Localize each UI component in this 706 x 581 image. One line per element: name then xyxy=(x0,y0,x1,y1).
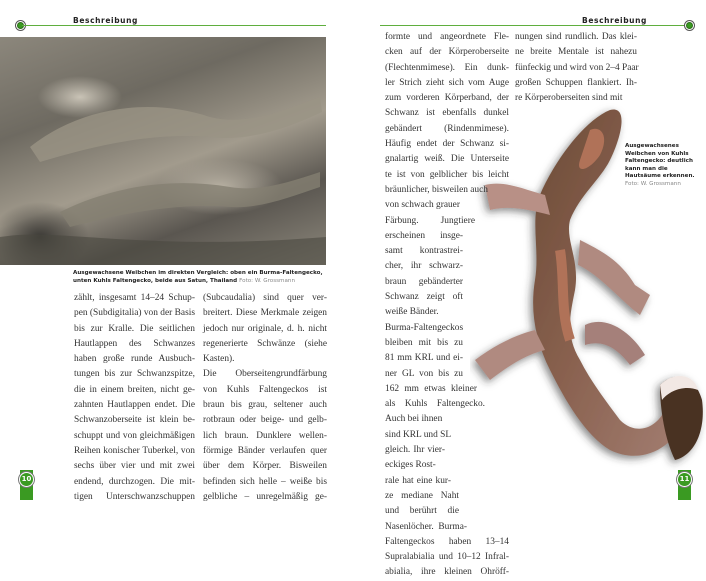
text-line: weiße Bänder. xyxy=(385,307,439,318)
text-line: endend, durchzogen. Die mit- xyxy=(74,476,195,487)
text-line: rotbraun oder beige- und gelb- xyxy=(203,415,327,426)
text-line: (Subcaudalia) sind quer ver- xyxy=(203,293,327,303)
page-number: 11 xyxy=(677,472,692,487)
text-line: Kasten). xyxy=(203,354,235,365)
text-line: te ist von gelblicher bis leicht xyxy=(385,169,509,180)
text-line: 162 mm etwas kleiner xyxy=(385,383,477,394)
left-text-column-2 xyxy=(203,291,327,505)
text-line: erscheinen insge- xyxy=(385,230,463,241)
caption-text: Ausgewachsenes Weibchen von Kuhls Faltengecko: deutlich kann man die Hautsäume erkennen. xyxy=(625,143,695,180)
text-line: fünfeckig und wird von 2–4 Paar xyxy=(515,62,639,73)
header-rule xyxy=(22,25,326,26)
text-line: zum vorderen Körperband, der xyxy=(385,93,509,104)
text-line: tigen Unterschwanzschuppen xyxy=(74,491,195,502)
left-running-header: Beschreibung xyxy=(73,16,139,25)
text-line: Die Oberseitengrundfärbung xyxy=(203,369,327,380)
text-line: breitert. Diese Merkmale zeigen xyxy=(203,308,327,319)
text-line: jedoch nur originale, d. h. nicht xyxy=(203,323,327,334)
gecko-comparison-photo xyxy=(0,37,326,265)
text-line: braun bis grau, seltener auch xyxy=(203,400,327,411)
header-rule xyxy=(380,25,685,26)
text-line: formte und angeordnete Fle- xyxy=(385,32,509,42)
text-line: nungen sind rundlich. Das klei- xyxy=(515,32,637,42)
header-bullet-icon xyxy=(686,22,693,29)
text-line: haben große runde Ausbuch- xyxy=(74,354,195,365)
text-line: Schwanz zeigt oft xyxy=(385,292,463,303)
right-photo-caption xyxy=(625,143,705,189)
text-line: tungen bis zur Schwanzspitze, xyxy=(74,369,195,380)
left-text-column-1 xyxy=(74,291,195,505)
text-line: abialia, ihre kleinen Ohröff- xyxy=(385,567,509,578)
text-line: förmige Bänder verlaufen quer xyxy=(203,445,327,456)
text-line: sechs über vier und mit zwei xyxy=(74,461,195,472)
text-line: bleiben mit bis zu xyxy=(385,337,463,348)
page-number-tab xyxy=(20,470,33,500)
text-line: gleich. Ihr vier- xyxy=(385,445,445,456)
text-line: ner GL von bis zu xyxy=(385,368,463,379)
text-line: ne breite Mentale ist nahezu xyxy=(515,47,637,58)
text-line: Auch bei ihnen xyxy=(385,414,443,425)
text-line: Burma-Faltengeckos xyxy=(385,322,464,333)
text-line: lich braun. Dunklere wellen- xyxy=(203,430,327,441)
photo-credit: Foto: W. Grossmann xyxy=(239,277,296,284)
right-text-column-2 xyxy=(515,30,637,106)
text-line: ze mediane Naht xyxy=(385,490,459,501)
text-line: cher, ihr schwarz- xyxy=(385,261,463,272)
text-line: schuppt und von gleichmäßigen xyxy=(74,430,195,441)
text-line: (Flechtenmimese). Ein dunk- xyxy=(385,62,509,73)
text-line: ler Strich zieht sich vom Auge xyxy=(385,77,509,88)
text-line: Nasenlöcher. Burma- xyxy=(385,521,467,532)
text-line: von Kuhls Faltengeckos ist xyxy=(203,384,327,395)
photo-credit: Foto: W. Grossmann xyxy=(625,180,681,187)
text-line: als Kuhls Faltengecko. xyxy=(385,399,485,410)
text-line: zählt, insgesamt 14–24 Schup- xyxy=(74,293,195,303)
left-photo-caption xyxy=(73,270,331,285)
text-line: Färbung. Jungtiere xyxy=(385,215,475,226)
text-line: bräunlicher, bisweilen auch xyxy=(385,184,488,195)
text-line: Hautlappen des Schwanzes xyxy=(74,338,195,349)
text-line: gelbliche – unregelmäßig ge- xyxy=(203,491,327,502)
caption-text: Ausgewachsene Weibchen im direkten Vergleich: oben ein Burma-Faltengecko, unten Kuhls Faltengecko, beide aus Satun, Thailand xyxy=(73,270,323,284)
text-line: zahnten Hautlappen endet. Die xyxy=(74,400,195,411)
text-line: cken auf der Körperoberseite xyxy=(385,47,509,58)
text-line: sind KRL und SL xyxy=(385,429,452,440)
text-line: Schwanz ist ebenfalls dunkel xyxy=(385,108,509,119)
right-text-column-1 xyxy=(385,30,509,581)
text-line: 81 mm KRL und ei- xyxy=(385,353,463,364)
text-line: befinden sich helle – weiße bis xyxy=(203,476,327,487)
text-line: über dem Körper. Bisweilen xyxy=(203,461,327,472)
text-line: Schwanzoberseite ist klein be- xyxy=(74,415,195,426)
text-line: gebändert (Rindenmimese). xyxy=(385,123,509,134)
text-line: Reihen konischer Tuberkel, von xyxy=(74,445,195,456)
text-line: braun gebänderter xyxy=(385,276,463,287)
text-line: Supralabialia und 10–12 Infral- xyxy=(385,552,509,563)
text-line: bis zur Kralle. Die seitlichen xyxy=(74,323,195,334)
text-line: pen (Subdigitalia) von der Basis xyxy=(74,308,195,319)
text-line: samt kontrastrei- xyxy=(385,246,463,257)
text-line: Faltengeckos haben 13–14 xyxy=(385,536,509,547)
text-line: re Körperoberseiten sind mit xyxy=(515,93,623,104)
text-line: von schwach grauer xyxy=(385,200,460,211)
text-line: und berührt die xyxy=(385,506,459,517)
page-number-tab xyxy=(678,470,691,500)
text-line: eckiges Rost- xyxy=(385,460,436,471)
gecko-pair-image xyxy=(0,37,326,265)
text-line: rale hat eine kur- xyxy=(385,475,451,486)
text-line: großen Schuppen flankiert. Ih- xyxy=(515,77,637,88)
text-line: Häufig endet der Schwanz si- xyxy=(385,139,509,150)
text-line: gnalartig weiß. Die Unterseite xyxy=(385,154,509,165)
right-running-header: Beschreibung xyxy=(582,16,648,25)
text-line: regenerierte Schwänze (siehe xyxy=(203,338,327,349)
text-line: die in einem breiten, nicht ge- xyxy=(74,384,195,395)
page-number: 10 xyxy=(19,472,34,487)
